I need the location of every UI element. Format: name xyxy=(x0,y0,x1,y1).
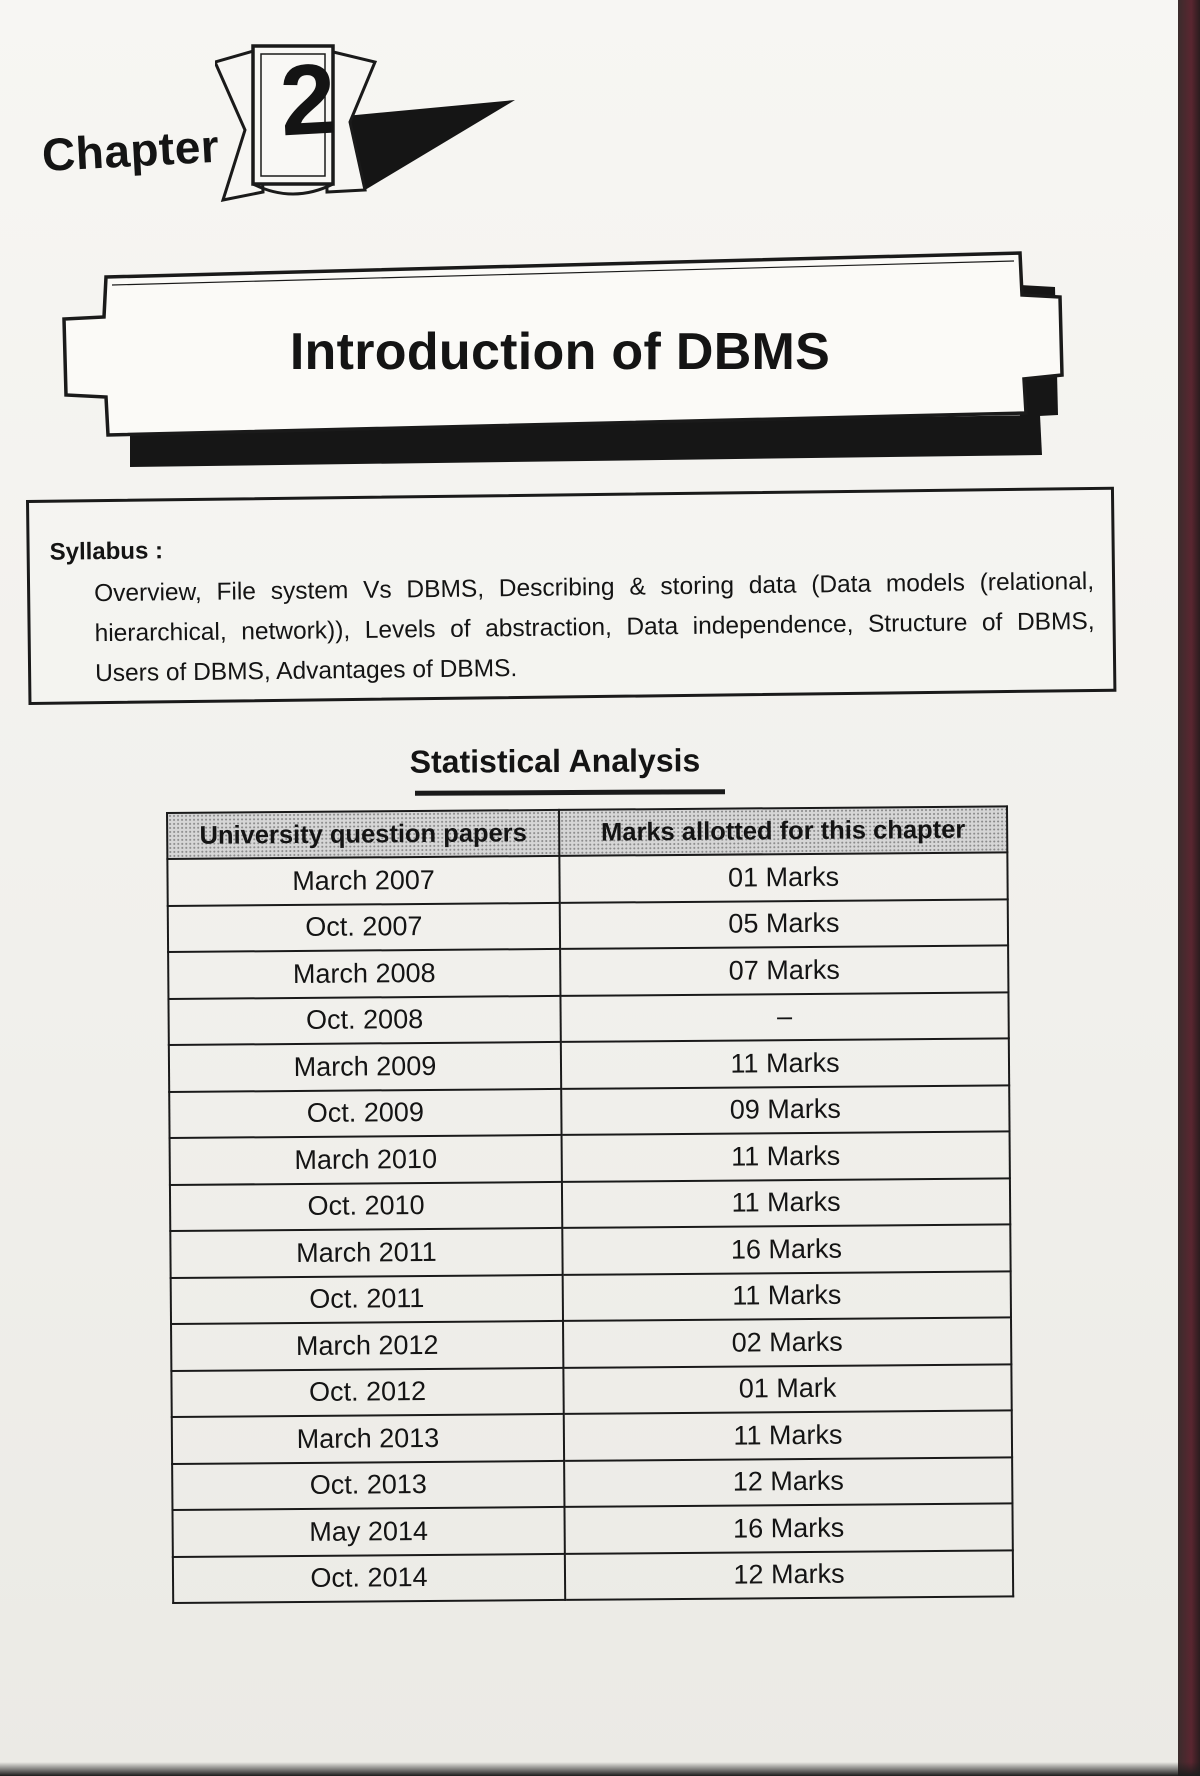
table-row xyxy=(171,1317,1011,1370)
table-row xyxy=(170,1178,1010,1231)
table-row xyxy=(170,1224,1010,1277)
table-row xyxy=(173,1550,1013,1603)
paper-cell: March 2010 xyxy=(170,1135,562,1185)
bottom-shadow xyxy=(0,1762,1200,1776)
statistics-table-wrapper xyxy=(166,805,1012,1604)
paper-cell: Oct. 2014 xyxy=(173,1553,565,1603)
column-header-marks: Marks allotted for this chapter xyxy=(559,806,1007,856)
paper-cell: March 2012 xyxy=(171,1321,563,1371)
table-row xyxy=(169,1038,1009,1091)
column-header-papers: University question papers xyxy=(167,810,559,859)
chapter-title: Introduction of DBMS xyxy=(289,323,831,381)
syllabus-text: Overview, File system Vs DBMS, Describing & storing data (Data models (relational, hierarchical, network)), Levels of abstraction, Data independence, Structure of DBMS, Users of DBMS, Advantages of DBMS. xyxy=(93,567,1095,688)
paper-cell: March 2011 xyxy=(170,1228,562,1278)
marks-cell: 16 Marks xyxy=(562,1224,1010,1274)
table-row xyxy=(168,899,1008,952)
paper-cell: Oct. 2010 xyxy=(170,1181,562,1231)
chapter-ribbon-badge xyxy=(215,42,525,212)
page-edge xyxy=(1178,0,1200,1776)
marks-cell: 16 Marks xyxy=(564,1503,1012,1553)
marks-cell: 02 Marks xyxy=(563,1317,1011,1367)
syllabus-heading: Syllabus : xyxy=(49,537,164,566)
paper-cell: March 2008 xyxy=(168,949,560,999)
table-row xyxy=(168,945,1008,998)
paper-cell: Oct. 2013 xyxy=(172,1460,564,1510)
table-row xyxy=(171,1271,1011,1324)
paper-cell: Oct. 2012 xyxy=(171,1367,563,1417)
statistics-table xyxy=(166,805,1014,1604)
marks-cell: 11 Marks xyxy=(561,1038,1009,1088)
paper-cell: March 2007 xyxy=(167,856,559,906)
marks-cell: 11 Marks xyxy=(562,1178,1010,1228)
marks-cell: 11 Marks xyxy=(564,1410,1012,1460)
paper-cell: Oct. 2007 xyxy=(168,902,560,952)
marks-cell: 07 Marks xyxy=(560,945,1008,995)
paper-cell: March 2013 xyxy=(172,1414,564,1464)
marks-cell: 05 Marks xyxy=(560,899,1008,949)
syllabus-box xyxy=(26,487,1116,705)
table-row xyxy=(171,1364,1011,1417)
marks-cell: 12 Marks xyxy=(564,1457,1012,1507)
table-row xyxy=(170,1131,1010,1184)
table-header-row xyxy=(167,806,1007,859)
marks-cell: 09 Marks xyxy=(561,1085,1009,1135)
paper-cell: March 2009 xyxy=(169,1042,561,1092)
chapter-number: 2 xyxy=(277,42,339,158)
statistical-analysis-title: Statistical Analysis xyxy=(409,742,701,780)
marks-cell: 11 Marks xyxy=(563,1271,1011,1321)
table-row xyxy=(167,852,1007,905)
table-row xyxy=(172,1457,1012,1510)
title-underline xyxy=(415,789,725,796)
paper-cell: Oct. 2011 xyxy=(171,1274,563,1324)
marks-cell: – xyxy=(560,992,1008,1042)
paper-cell: May 2014 xyxy=(172,1507,564,1557)
table-row xyxy=(168,992,1008,1045)
table-row xyxy=(169,1085,1009,1138)
marks-cell: 01 Mark xyxy=(563,1364,1011,1414)
chapter-label: Chapter xyxy=(40,119,221,181)
marks-cell: 12 Marks xyxy=(565,1550,1013,1600)
table-row xyxy=(172,1410,1012,1463)
marks-cell: 01 Marks xyxy=(559,852,1007,902)
marks-cell: 11 Marks xyxy=(562,1131,1010,1181)
table-row xyxy=(172,1503,1012,1556)
paper-cell: Oct. 2008 xyxy=(168,995,560,1045)
paper-cell: Oct. 2009 xyxy=(169,1088,561,1138)
